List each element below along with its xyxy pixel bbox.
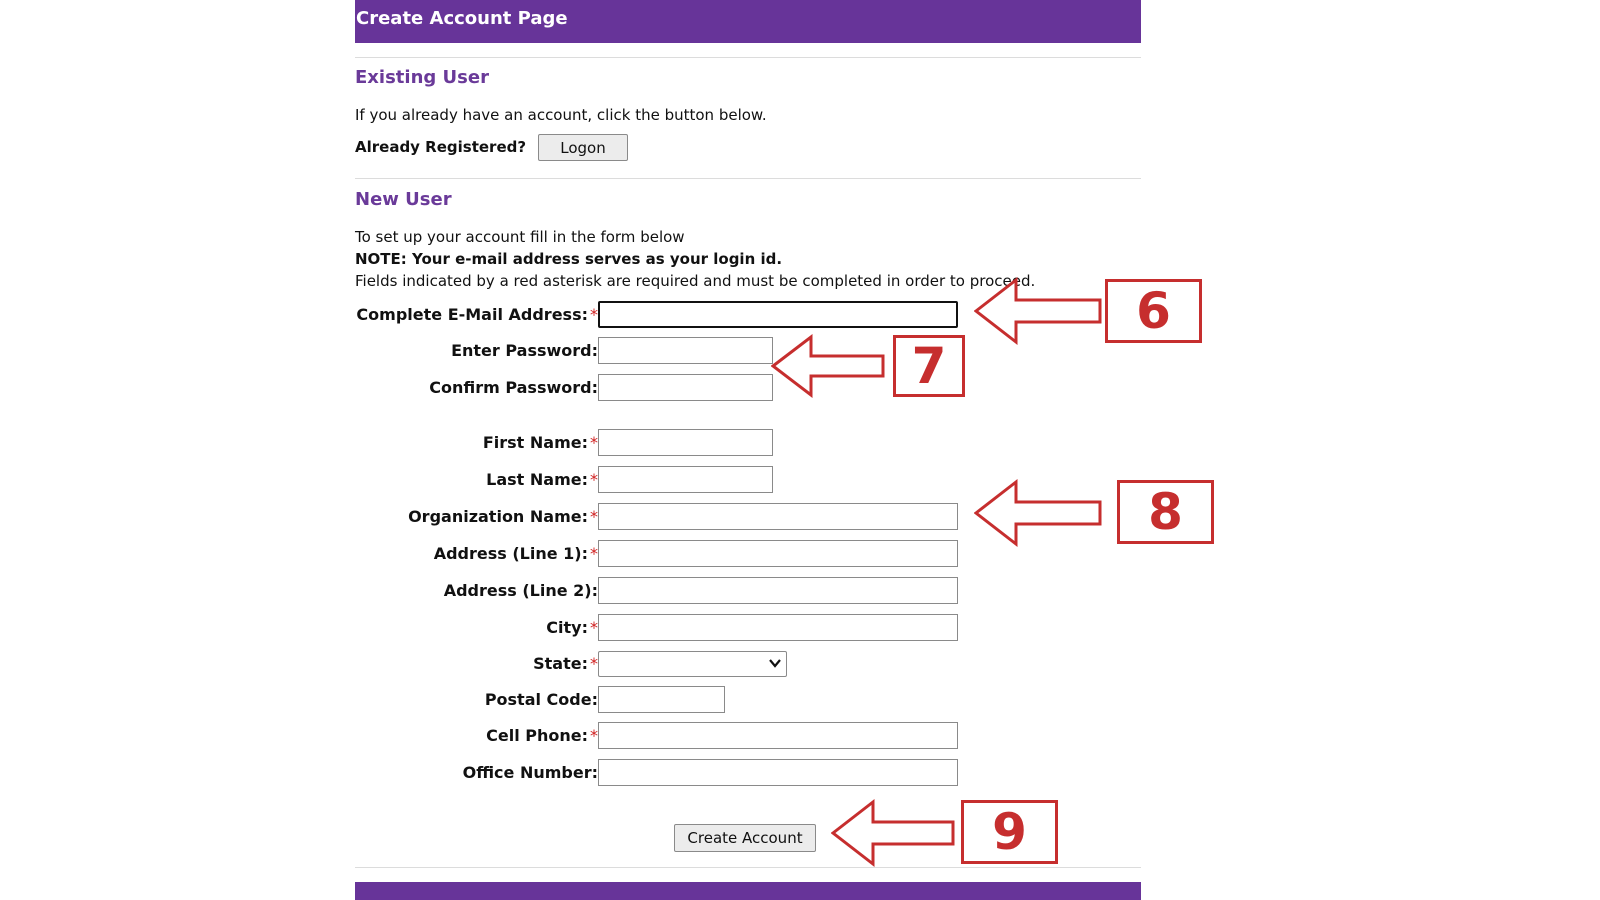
page-header: [355, 0, 1141, 43]
address2-input[interactable]: [598, 577, 958, 604]
annotation-arrow-icon: [974, 478, 1104, 548]
first-name-input[interactable]: [598, 429, 773, 456]
login-id-note: NOTE: Your e-mail address serves as your login id.: [355, 250, 783, 268]
password-input[interactable]: [598, 337, 773, 364]
password-label: Enter Password:: [451, 341, 598, 360]
postal-code-input[interactable]: [598, 686, 725, 713]
required-marker: *: [590, 726, 598, 745]
confirm-password-input[interactable]: [598, 374, 773, 401]
divider: [355, 57, 1141, 58]
last-name-label: Last Name: *: [486, 470, 598, 489]
state-label: State: *: [533, 654, 598, 673]
address2-label: Address (Line 2):: [443, 581, 598, 600]
city-label: City: *: [546, 618, 598, 637]
postal-code-label: Postal Code:: [484, 690, 598, 709]
state-select[interactable]: [598, 651, 787, 677]
organization-input[interactable]: [598, 503, 958, 530]
divider: [355, 178, 1141, 179]
chevron-down-icon: [768, 656, 782, 670]
required-marker: *: [590, 507, 598, 526]
email-label: Complete E-Mail Address: *: [356, 305, 598, 324]
cell-phone-input[interactable]: [598, 722, 958, 749]
required-marker: *: [590, 618, 598, 637]
required-marker: *: [590, 305, 598, 324]
annotation-7: 7: [893, 335, 965, 397]
new-user-heading: New User: [355, 189, 452, 210]
new-user-intro: To set up your account fill in the form below: [355, 228, 685, 246]
required-fields-note: Fields indicated by a red asterisk are required and must be completed in order to proceed.: [355, 272, 1036, 290]
city-input[interactable]: [598, 614, 958, 641]
create-account-page: [355, 0, 1141, 900]
page-footer: [355, 882, 1141, 900]
address1-input[interactable]: [598, 540, 958, 567]
required-marker: *: [590, 433, 598, 452]
divider: [355, 867, 1141, 868]
annotation-arrow-icon: [831, 798, 961, 868]
annotation-8: 8: [1117, 480, 1214, 544]
address1-label: Address (Line 1): *: [433, 544, 598, 563]
already-registered-label: Already Registered?: [355, 138, 527, 156]
existing-user-heading: Existing User: [355, 67, 489, 88]
page-title: Create Account Page: [356, 8, 568, 29]
annotation-arrow-icon: [771, 334, 901, 398]
annotation-9: 9: [961, 800, 1058, 864]
first-name-label: First Name: *: [482, 433, 598, 452]
office-number-input[interactable]: [598, 759, 958, 786]
logon-button[interactable]: Logon: [538, 134, 628, 161]
required-marker: *: [590, 654, 598, 673]
cell-phone-label: Cell Phone: *: [486, 726, 598, 745]
email-input[interactable]: [598, 301, 958, 328]
office-number-label: Office Number:: [462, 763, 598, 782]
required-marker: *: [590, 470, 598, 489]
organization-label: Organization Name: *: [408, 507, 598, 526]
confirm-password-label: Confirm Password:: [429, 378, 598, 397]
annotation-arrow-icon: [974, 276, 1104, 346]
create-account-button[interactable]: Create Account: [674, 824, 816, 852]
annotation-6: 6: [1105, 279, 1202, 343]
last-name-input[interactable]: [598, 466, 773, 493]
existing-user-description: If you already have an account, click the button below.: [355, 106, 767, 124]
required-marker: *: [590, 544, 598, 563]
